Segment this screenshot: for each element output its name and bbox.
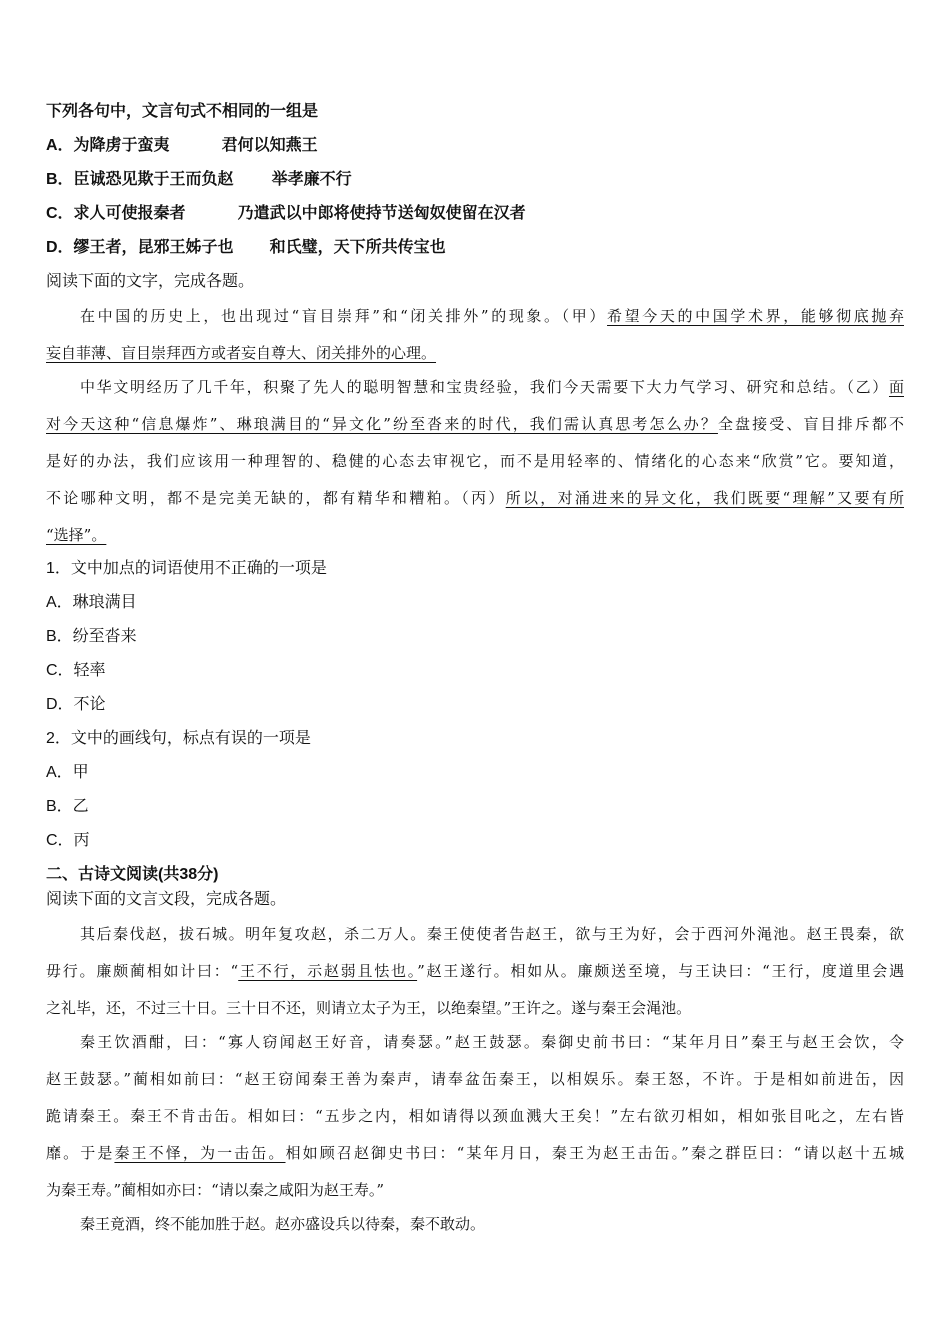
question-2-option: A．甲: [46, 764, 89, 781]
classical-passage-line: 其后秦伐赵，拔石城。明年复攻赵，杀二万人。秦王使使者告赵王，欲与王为好，会于西河外渑池。赵王畏秦，欲: [80, 925, 904, 943]
passage-text: 相如顾召赵御史书曰：“某年月日，秦王为赵王击缶。”秦之群臣曰：“请以赵十五城: [285, 1144, 904, 1162]
question-2-option: B．乙: [46, 798, 89, 815]
underlined-sentence-yi: 对今天这种“信息爆炸”、琳琅满目的“异文化”纷至沓来的时代，我们需认真思考怎么办？: [46, 415, 718, 433]
option-a: [46, 136, 318, 156]
question-1-option: A．琳琅满目: [46, 594, 137, 611]
passage-text: 毋行。廉颇蔺相如计曰：“: [46, 962, 239, 980]
passage-line: 是好的办法，我们应该用一种理智的、稳健的心态去审视它，而不是用轻率的、情绪化的心态来“欣赏”它。要知道，: [46, 452, 904, 470]
option-b-right: 举孝廉不行: [271, 171, 352, 188]
option-d: [46, 238, 446, 258]
classical-passage-line: 之礼毕，还，不过三十日。三十日不还，则请立太子为王，以绝秦望。”王许之。遂与秦王会渑池。: [46, 999, 692, 1017]
question-2-stem: 2．文中的画线句，标点有误的一项是: [46, 730, 311, 747]
passage-text: 中华文明经历了几千年，积聚了先人的聪明智慧和宝贵经验，我们今天需要下大力气学习、研究和总结。（乙）: [80, 378, 889, 396]
option-c: [46, 204, 526, 224]
question-2-option: C．丙: [46, 832, 90, 849]
passage-text: 靡。于是: [46, 1144, 115, 1162]
underlined-sentence-bing: 所以，对涌进来的异文化，我们既要“理解”又要有所: [505, 489, 904, 507]
underlined-sentence-yi: 面: [888, 378, 904, 396]
underlined-sentence-jia: 希望今天的中国学术界，能够彻底抛弃: [607, 307, 904, 325]
passage-line: [46, 525, 106, 545]
passage-line: [46, 414, 904, 434]
passage-text: 在中国的历史上，也出现过“盲目崇拜”和“闭关排外”的现象。（甲）: [80, 307, 608, 325]
reading-instruction: 阅读下面的文言文段，完成各题。: [46, 891, 287, 908]
passage-line: [80, 377, 904, 397]
classical-passage-line: [46, 961, 904, 981]
option-c-left: C．求人可使报秦者: [46, 205, 186, 222]
section-heading: 二、古诗文阅读(共38分): [46, 866, 219, 883]
option-c-right: 乃遣武以中郎将使持节送匈奴使留在汉者: [237, 205, 526, 222]
question-stem: 下列各句中，文言句式不相同的一组是: [46, 103, 319, 120]
passage-line: [46, 343, 436, 363]
passage-text: ”赵王遂行。相如从。廉颇送至境，与王诀曰：“王行，度道里会遇: [417, 962, 904, 980]
classical-passage-line: 赵王鼓瑟。”蔺相如前曰：“赵王窃闻秦王善为秦声，请奉盆缶秦王，以相娱乐。秦王怒，不许。于是相如前进缶，因: [46, 1070, 904, 1088]
classical-passage-line: 秦王饮酒酣，曰：“寡人窃闻赵王好音，请奏瑟。”赵王鼓瑟。秦御史前书曰：“某年月日”秦王与赵王会饮，令: [80, 1033, 904, 1051]
option-a-right: 君何以知燕王: [221, 137, 318, 154]
passage-line: [80, 306, 904, 326]
question-1-option: D．不论: [46, 696, 106, 713]
underlined-sentence: 秦王不怿，为一击缶。: [114, 1144, 286, 1162]
reading-instruction: 阅读下面的文字，完成各题。: [46, 273, 255, 290]
passage-text: 全盘接受、盲目排斥都不: [717, 415, 904, 433]
question-1-option: B．纷至沓来: [46, 628, 137, 645]
option-b: [46, 170, 352, 190]
passage-line: [46, 488, 904, 508]
classical-passage-line: 跪请秦王。秦王不肯击缶。相如曰：“五步之内，相如请得以颈血溅大王矣！”左右欲刃相如，相如张目叱之，左右皆: [46, 1107, 904, 1125]
classical-passage-line: 为秦王寿。”蔺相如亦曰：“请以秦之咸阳为赵王寿。”: [46, 1181, 385, 1199]
option-a-left: A．为降虏于蛮夷: [46, 137, 170, 154]
option-d-left: D．缪王者，昆邪王姊子也: [46, 239, 234, 256]
underlined-sentence: 王不行，示赵弱且怯也。: [238, 962, 418, 980]
question-1-stem: 1．文中加点的词语使用不正确的一项是: [46, 560, 327, 577]
classical-passage-line: 秦王竟酒，终不能加胜于赵。赵亦盛设兵以待秦，秦不敢动。: [80, 1215, 486, 1233]
option-b-left: B．臣诚恐见欺于王而负赵: [46, 171, 234, 188]
classical-passage-line: [46, 1143, 904, 1163]
passage-text: 不论哪种文明，都不是完美无缺的，都有精华和糟粕。（丙）: [46, 489, 506, 507]
question-1-option: C．轻率: [46, 662, 106, 679]
underlined-sentence-jia: 妄自菲薄、盲目崇拜西方或者妄自尊大、闭关排外的心理。: [46, 344, 437, 362]
option-d-right: 和氏璧，天下所共传宝也: [269, 239, 446, 256]
underlined-sentence-bing: “选择”。: [46, 526, 107, 544]
